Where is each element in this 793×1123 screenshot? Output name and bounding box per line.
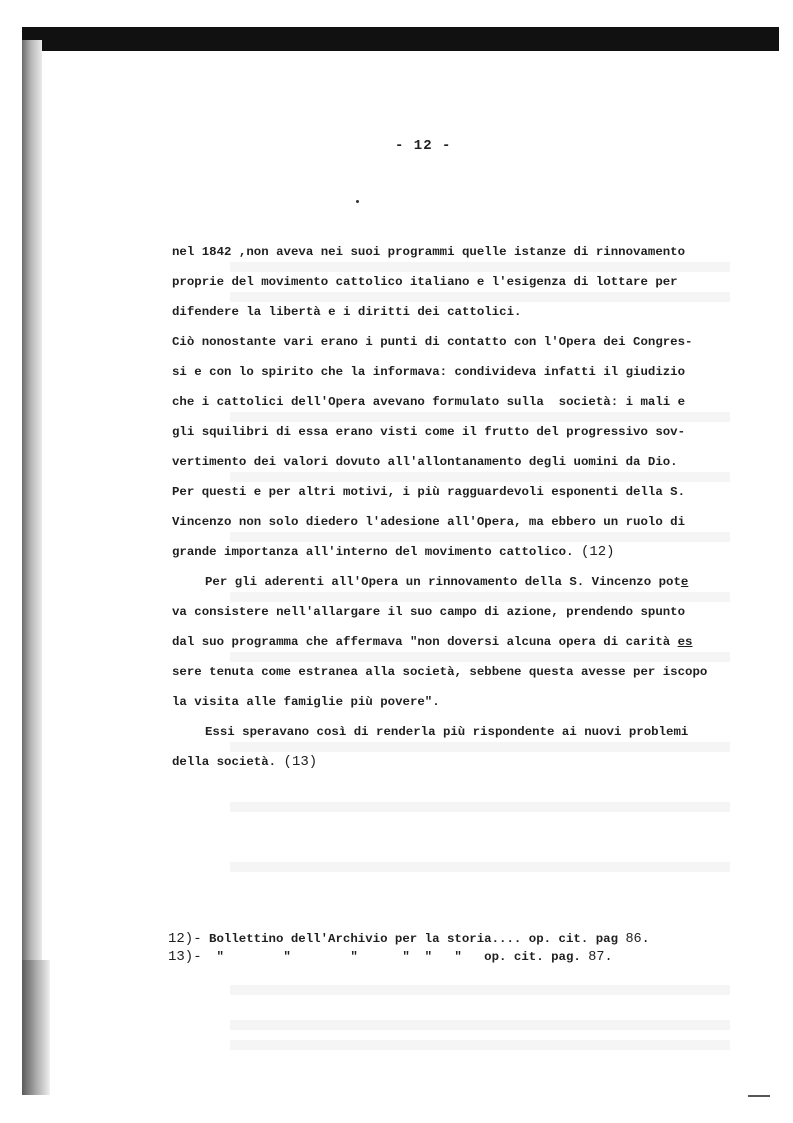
text-line: sere tenuta come estranea alla società, sebbene questa avesse per iscopo	[172, 665, 708, 679]
text-line-content: Per gli aderenti all'Opera un rinnovamento della S. Vincenzo pot	[205, 575, 681, 589]
ink-speck	[356, 200, 359, 203]
text-line: Essi speravano così di renderla più rispondente ai nuovi problemi	[205, 725, 689, 739]
text-line: va consistere nell'allargare il suo campo di azione, prendendo spunto	[172, 605, 686, 619]
bleed-through-line	[230, 1040, 730, 1050]
underlined-syllable: e	[680, 575, 689, 589]
footnotes	[168, 930, 728, 966]
footnote-reference: (12)	[580, 544, 615, 560]
text-line: Ciò nonostante vari erano i punti di contatto con l'Opera dei Congres-	[172, 335, 693, 349]
footnote-text: " " " " " " op. cit. pag.	[201, 950, 589, 964]
text-line: che i cattolici dell'Opera avevano formulato sulla società: i mali e	[172, 395, 686, 409]
text-line: Per questi e per altri motivi, i più ragguardevoli esponenti della S.	[172, 485, 686, 499]
underlined-syllable: es	[677, 635, 693, 649]
document-body	[172, 243, 732, 783]
bleed-through-line	[230, 1020, 730, 1030]
footnote-item	[168, 930, 728, 948]
page-number: - 12 -	[395, 138, 452, 154]
scan-left-binding-shadow-lower	[22, 960, 50, 1095]
footnote-number: 13)-	[168, 949, 202, 965]
text-line: si e con lo spirito che la informava: condivideva infatti il giudizio	[172, 365, 686, 379]
text-line-content: dal suo programma che affermava "non doversi alcuna opera di carità	[172, 635, 678, 649]
footnote-page: 87.	[588, 950, 613, 965]
footnote-item	[168, 948, 728, 966]
text-line-content: grande importanza all'interno del movimento cattolico.	[172, 545, 574, 559]
scan-left-binding-shadow	[22, 40, 42, 1095]
scan-top-border	[22, 27, 779, 51]
footnote-page: 86.	[625, 932, 650, 947]
text-line: vertimento dei valori dovuto all'allontanamento degli uomini da Dio.	[172, 455, 678, 469]
text-line: difendere la libertà e i diritti dei cattolici.	[172, 305, 522, 319]
bleed-through-line	[230, 802, 730, 812]
text-line	[172, 543, 732, 573]
text-line	[172, 633, 732, 663]
text-line: Vincenzo non solo diedero l'adesione all'Opera, ma ebbero un ruolo di	[172, 515, 686, 529]
text-line	[172, 753, 732, 783]
text-line	[172, 573, 732, 603]
text-line: nel 1842 ,non aveva nei suoi programmi quelle istanze di rinnovamento	[172, 245, 686, 259]
footnote-reference: (13)	[283, 754, 318, 770]
footnote-text: Bollettino dell'Archivio per la storia.... op. cit. pag	[201, 932, 626, 946]
footnote-number: 12)-	[168, 931, 202, 947]
text-line: la visita alle famiglie più povere".	[172, 695, 440, 709]
bleed-through-line	[230, 862, 730, 872]
text-line-content: della società.	[172, 755, 277, 769]
text-line: gli squilibri di essa erano visti come il frutto del progressivo sov-	[172, 425, 686, 439]
bleed-through-line	[230, 985, 730, 995]
text-line: proprie del movimento cattolico italiano e l'esigenza di lottare per	[172, 275, 678, 289]
scan-bottom-mark	[748, 1095, 770, 1097]
